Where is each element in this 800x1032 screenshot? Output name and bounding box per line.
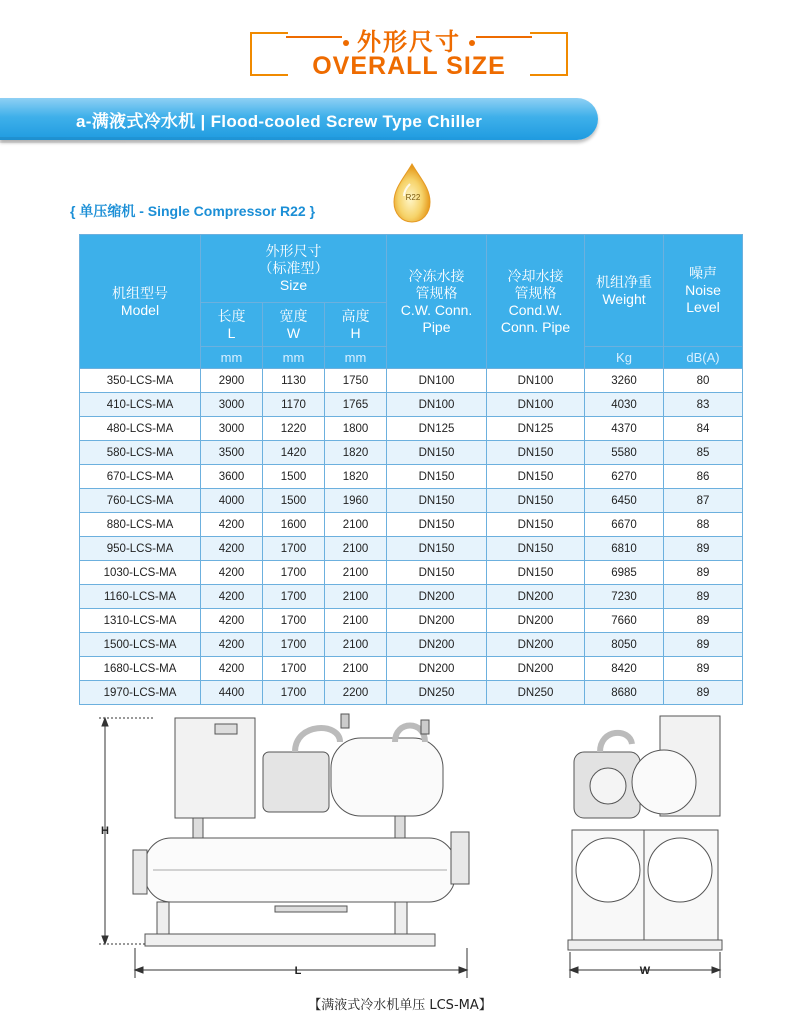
overall-size-title <box>250 22 568 78</box>
table-row <box>80 489 743 513</box>
table-row <box>80 561 743 585</box>
col-header-cond-pipe: 冷却水接 管规格 Cond.W. Conn. Pipe <box>487 235 585 369</box>
cell-noise: 88 <box>664 513 743 537</box>
cell-length: 3000 <box>201 417 263 441</box>
table-row <box>80 513 743 537</box>
table-row <box>80 465 743 489</box>
cell-cond-pipe: DN200 <box>487 633 585 657</box>
cell-noise: 89 <box>664 633 743 657</box>
table-row <box>80 609 743 633</box>
banner-shadow <box>0 137 560 143</box>
cell-weight: 5580 <box>585 441 664 465</box>
cell-length: 3500 <box>201 441 263 465</box>
cell-height: 2100 <box>325 561 387 585</box>
cell-weight: 6810 <box>585 537 664 561</box>
cell-cw-pipe: DN200 <box>387 609 487 633</box>
cell-height: 2200 <box>325 681 387 705</box>
cell-cond-pipe: DN150 <box>487 465 585 489</box>
cell-width: 1700 <box>263 633 325 657</box>
cell-height: 2100 <box>325 513 387 537</box>
table-row <box>80 633 743 657</box>
table-row <box>80 585 743 609</box>
cell-cw-pipe: DN150 <box>387 537 487 561</box>
cell-height: 2100 <box>325 657 387 681</box>
cell-length: 4200 <box>201 657 263 681</box>
cell-width: 1500 <box>263 465 325 489</box>
cell-noise: 89 <box>664 657 743 681</box>
cell-length: 4200 <box>201 585 263 609</box>
cell-height: 1960 <box>325 489 387 513</box>
cell-model: 410-LCS-MA <box>80 393 201 417</box>
section-subtitle: { 单压缩机 - Single Compressor R22 } <box>70 203 316 219</box>
cell-model: 950-LCS-MA <box>80 537 201 561</box>
cell-length: 4200 <box>201 561 263 585</box>
cell-width: 1700 <box>263 681 325 705</box>
col-header-model: 机组型号 Model <box>80 235 201 369</box>
title-dot-right <box>469 40 475 46</box>
table-row <box>80 393 743 417</box>
cell-noise: 89 <box>664 609 743 633</box>
cell-height: 1765 <box>325 393 387 417</box>
unit-noise: dB(A) <box>664 347 743 369</box>
cell-cw-pipe: DN150 <box>387 465 487 489</box>
unit-width: mm <box>263 347 325 369</box>
spec-table <box>79 234 743 705</box>
cell-cw-pipe: DN250 <box>387 681 487 705</box>
banner-text: a-满液式冷水机 | Flood-cooled Screw Type Chiller <box>76 112 483 131</box>
cell-length: 4200 <box>201 513 263 537</box>
cell-cw-pipe: DN125 <box>387 417 487 441</box>
refrigerant-drop-icon <box>382 160 442 226</box>
table-row <box>80 441 743 465</box>
side-view-drawing <box>560 712 730 982</box>
cell-cw-pipe: DN100 <box>387 369 487 393</box>
cell-cw-pipe: DN150 <box>387 441 487 465</box>
table-row <box>80 417 743 441</box>
cell-weight: 6670 <box>585 513 664 537</box>
cell-cond-pipe: DN150 <box>487 513 585 537</box>
cell-noise: 86 <box>664 465 743 489</box>
cell-noise: 87 <box>664 489 743 513</box>
cell-cw-pipe: DN200 <box>387 657 487 681</box>
unit-height: mm <box>325 347 387 369</box>
cell-height: 1800 <box>325 417 387 441</box>
col-header-height: 高度 H <box>325 303 387 347</box>
cell-weight: 3260 <box>585 369 664 393</box>
cell-height: 1820 <box>325 441 387 465</box>
refrigerant-badge: R22 <box>405 193 421 202</box>
drawing-caption: 【满液式冷水机单压 LCS-MA】 <box>308 998 492 1013</box>
cell-model: 760-LCS-MA <box>80 489 201 513</box>
cell-length: 3000 <box>201 393 263 417</box>
col-header-noise: 噪声 Noise Level <box>664 235 743 347</box>
cell-model: 880-LCS-MA <box>80 513 201 537</box>
cell-cond-pipe: DN100 <box>487 393 585 417</box>
cell-model: 670-LCS-MA <box>80 465 201 489</box>
cell-cond-pipe: DN125 <box>487 417 585 441</box>
cell-cw-pipe: DN150 <box>387 513 487 537</box>
cell-weight: 8420 <box>585 657 664 681</box>
cell-noise: 85 <box>664 441 743 465</box>
table-row <box>80 681 743 705</box>
cell-cond-pipe: DN150 <box>487 561 585 585</box>
cell-width: 1600 <box>263 513 325 537</box>
cell-width: 1500 <box>263 489 325 513</box>
front-view-drawing <box>95 712 480 982</box>
cell-width: 1700 <box>263 609 325 633</box>
title-en-text: OVERALL SIZE <box>312 52 506 80</box>
cell-weight: 6985 <box>585 561 664 585</box>
cell-length: 4200 <box>201 537 263 561</box>
cell-cond-pipe: DN200 <box>487 609 585 633</box>
cell-model: 1160-LCS-MA <box>80 585 201 609</box>
cell-model: 1310-LCS-MA <box>80 609 201 633</box>
cell-cond-pipe: DN200 <box>487 657 585 681</box>
cell-length: 2900 <box>201 369 263 393</box>
cell-noise: 83 <box>664 393 743 417</box>
cell-model: 1500-LCS-MA <box>80 633 201 657</box>
col-header-weight: 机组净重 Weight <box>585 235 664 347</box>
spec-table-body <box>80 369 743 705</box>
cell-length: 4200 <box>201 609 263 633</box>
cell-width: 1700 <box>263 657 325 681</box>
cell-model: 350-LCS-MA <box>80 369 201 393</box>
title-dot-left <box>343 40 349 46</box>
cell-weight: 8680 <box>585 681 664 705</box>
cell-length: 4000 <box>201 489 263 513</box>
cell-width: 1130 <box>263 369 325 393</box>
cell-noise: 89 <box>664 585 743 609</box>
cell-weight: 8050 <box>585 633 664 657</box>
cell-model: 1970-LCS-MA <box>80 681 201 705</box>
cell-noise: 84 <box>664 417 743 441</box>
cell-noise: 89 <box>664 561 743 585</box>
cell-width: 1700 <box>263 537 325 561</box>
table-row <box>80 537 743 561</box>
cell-cond-pipe: DN150 <box>487 537 585 561</box>
cell-model: 480-LCS-MA <box>80 417 201 441</box>
cell-width: 1700 <box>263 561 325 585</box>
cell-width: 1170 <box>263 393 325 417</box>
cell-model: 580-LCS-MA <box>80 441 201 465</box>
cell-height: 1750 <box>325 369 387 393</box>
cell-length: 3600 <box>201 465 263 489</box>
col-header-cw-pipe: 冷冻水接 管规格 C.W. Conn. Pipe <box>387 235 487 369</box>
cell-height: 2100 <box>325 633 387 657</box>
cell-cw-pipe: DN200 <box>387 633 487 657</box>
col-header-length: 长度 L <box>201 303 263 347</box>
cell-cond-pipe: DN250 <box>487 681 585 705</box>
cell-model: 1680-LCS-MA <box>80 657 201 681</box>
cell-cond-pipe: DN200 <box>487 585 585 609</box>
unit-length: mm <box>201 347 263 369</box>
cell-width: 1700 <box>263 585 325 609</box>
cell-noise: 80 <box>664 369 743 393</box>
col-header-size: 外形尺寸 （标准型） Size <box>201 235 387 303</box>
cell-noise: 89 <box>664 681 743 705</box>
cell-cond-pipe: DN150 <box>487 441 585 465</box>
cell-weight: 6270 <box>585 465 664 489</box>
cell-cond-pipe: DN100 <box>487 369 585 393</box>
cell-cw-pipe: DN100 <box>387 393 487 417</box>
cell-length: 4400 <box>201 681 263 705</box>
cell-cw-pipe: DN150 <box>387 561 487 585</box>
title-cn-text: 外形尺寸 <box>357 28 461 56</box>
cell-length: 4200 <box>201 633 263 657</box>
table-row <box>80 369 743 393</box>
cell-width: 1420 <box>263 441 325 465</box>
category-banner <box>0 98 598 140</box>
cell-weight: 4030 <box>585 393 664 417</box>
cell-cw-pipe: DN200 <box>387 585 487 609</box>
cell-weight: 7660 <box>585 609 664 633</box>
cell-height: 2100 <box>325 537 387 561</box>
cell-height: 2100 <box>325 609 387 633</box>
cell-height: 2100 <box>325 585 387 609</box>
dim-w-label: W <box>639 965 651 977</box>
table-row <box>80 657 743 681</box>
cell-width: 1220 <box>263 417 325 441</box>
cell-weight: 7230 <box>585 585 664 609</box>
col-header-width: 宽度 W <box>263 303 325 347</box>
dim-h-label: H <box>101 825 109 837</box>
cell-model: 1030-LCS-MA <box>80 561 201 585</box>
cell-cond-pipe: DN150 <box>487 489 585 513</box>
cell-height: 1820 <box>325 465 387 489</box>
cell-noise: 89 <box>664 537 743 561</box>
cell-weight: 6450 <box>585 489 664 513</box>
cell-cw-pipe: DN150 <box>387 489 487 513</box>
unit-weight: Kg <box>585 347 664 369</box>
dim-l-label: L <box>294 965 302 977</box>
cell-weight: 4370 <box>585 417 664 441</box>
